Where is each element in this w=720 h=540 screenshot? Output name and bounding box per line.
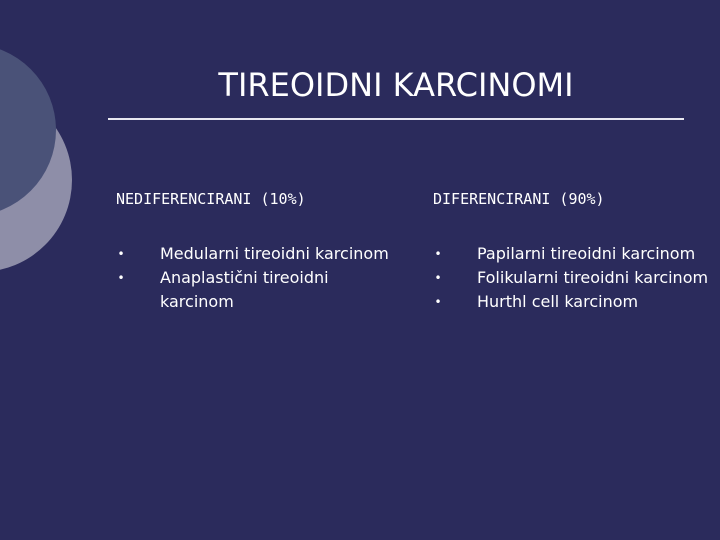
list-item-text: Anaplastični tireoidni karcinom — [160, 268, 329, 311]
slide-title: TIREOIDNI KARCINOMI — [218, 66, 574, 104]
right-heading: DIFERENCIRANI (90%) — [433, 190, 605, 208]
left-column — [116, 190, 406, 314]
list-item — [433, 242, 713, 266]
left-list — [116, 242, 406, 314]
bullet-icon: • — [434, 295, 442, 309]
list-item — [433, 266, 713, 290]
list-item — [433, 290, 713, 314]
bullet-icon: • — [117, 271, 125, 285]
bullet-icon: • — [434, 271, 442, 285]
list-item-text: Hurthl cell karcinom — [477, 292, 639, 311]
left-heading: NEDIFERENCIRANI (10%) — [116, 190, 306, 208]
right-column — [433, 190, 713, 314]
bullet-icon: • — [434, 247, 442, 261]
title-divider — [108, 118, 684, 120]
decorative-circles — [0, 0, 120, 320]
bullet-icon: • — [117, 247, 125, 261]
right-list — [433, 242, 713, 314]
list-item-text: Folikularni tireoidni karcinom — [477, 268, 709, 287]
list-item — [116, 266, 406, 314]
list-item-text: Papilarni tireoidni karcinom — [477, 244, 696, 263]
list-item — [116, 242, 406, 266]
list-item-text: Medularni tireoidni karcinom — [160, 244, 389, 263]
